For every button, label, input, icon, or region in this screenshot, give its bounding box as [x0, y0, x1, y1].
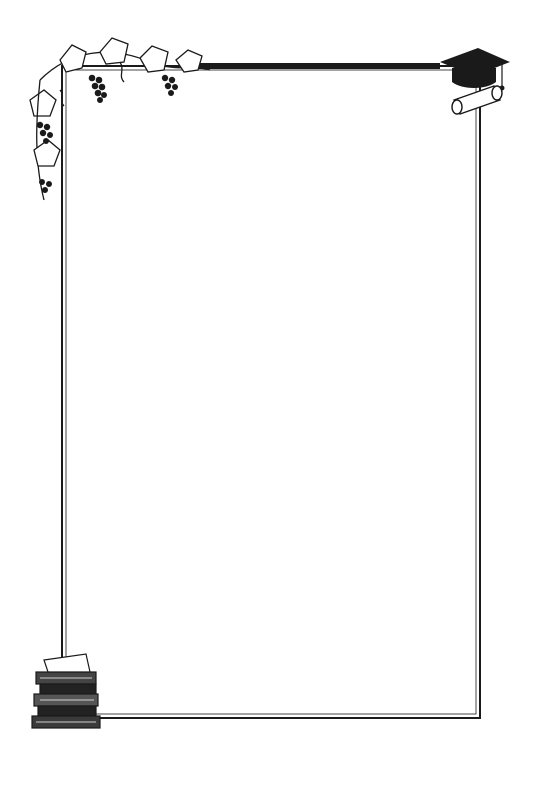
book-stack-icon — [32, 654, 100, 728]
diploma-scroll-icon — [452, 86, 502, 114]
graduation-cap-icon — [440, 48, 510, 91]
grape-vine-icon — [30, 38, 210, 200]
